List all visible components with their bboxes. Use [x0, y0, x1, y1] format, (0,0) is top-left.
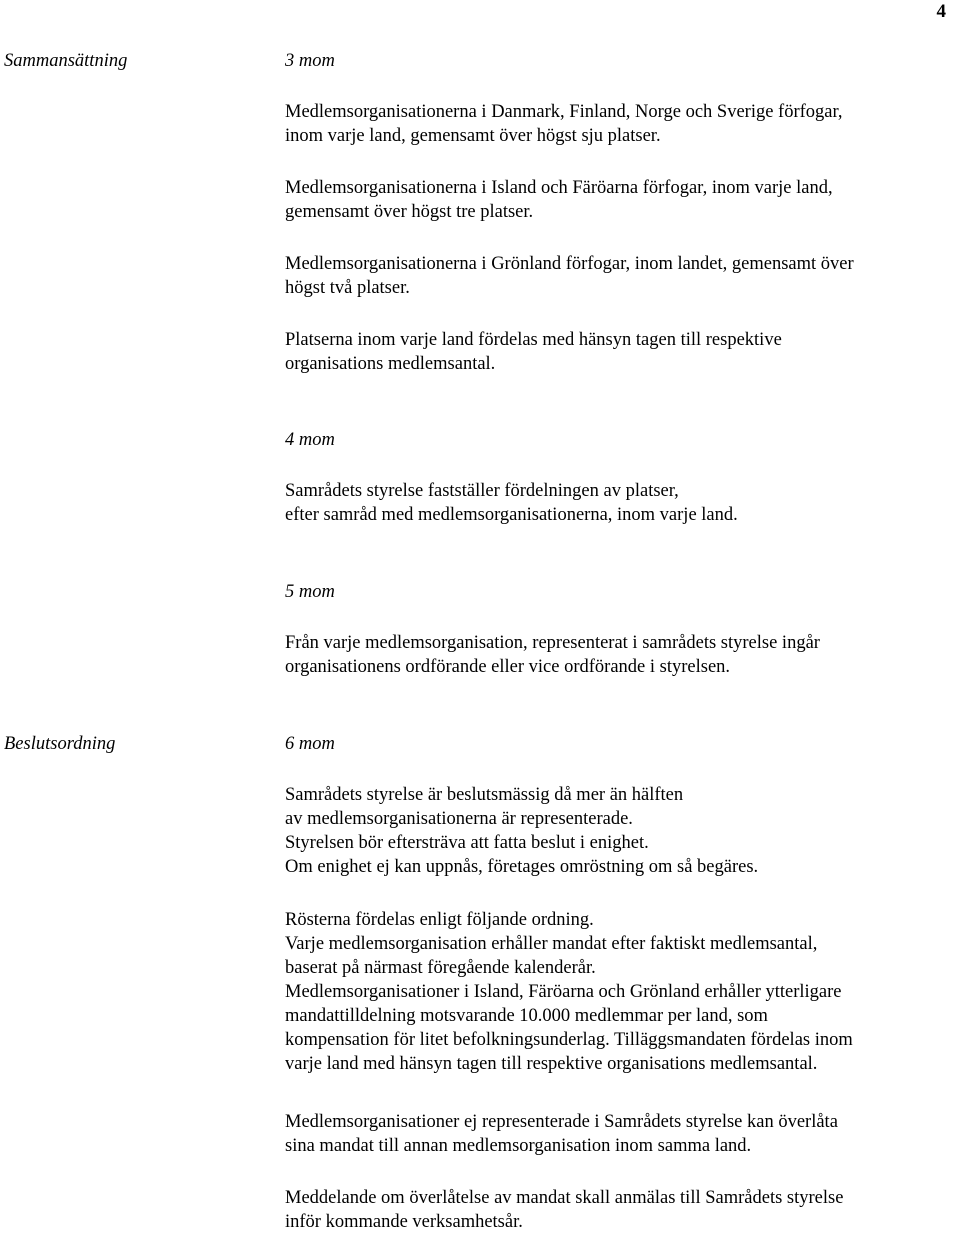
section-label-sammansattning: Sammansättning: [4, 51, 128, 71]
paragraph-line: Varje medlemsorganisation erhåller mandat efter faktiskt medlemsantal,: [285, 934, 818, 954]
paragraph-10: [285, 1186, 955, 1234]
paragraph-line: varje land med hänsyn tagen till respektive organisations medlemsantal.: [285, 1054, 818, 1074]
paragraph-line: Samrådets styrelse är beslutsmässig då mer än hälften: [285, 785, 684, 805]
paragraph-line: Medlemsorganisationer ej representerade i Samrådets styrelse kan överlåta: [285, 1112, 838, 1132]
mom-4-heading: 4 mom: [285, 430, 335, 450]
page-number: 4: [936, 1, 946, 22]
paragraph-line: Platserna inom varje land fördelas med hänsyn tagen till respektive: [285, 330, 782, 350]
paragraph-line: organisationens ordförande eller vice ordförande i styrelsen.: [285, 657, 731, 677]
paragraph-line: Samrådets styrelse fastställer fördelningen av platser,: [285, 481, 679, 501]
paragraph-line: av medlemsorganisationerna är representerade.: [285, 809, 633, 829]
paragraph-line: sina mandat till annan medlemsorganisation inom samma land.: [285, 1136, 752, 1156]
paragraph-1: [285, 100, 955, 148]
section-label-beslutsordning: Beslutsordning: [4, 734, 116, 754]
paragraph-3: [285, 252, 955, 300]
paragraph-line: Medlemsorganisationerna i Island och Färöarna förfogar, inom varje land,: [285, 178, 833, 198]
paragraph-line: kompensation för litet befolkningsunderlag. Tilläggsmandaten fördelas inom: [285, 1030, 853, 1050]
paragraph-line: Om enighet ej kan uppnås, företages omröstning om så begäres.: [285, 857, 759, 877]
mom-3-heading: 3 mom: [285, 51, 335, 71]
paragraph-9: [285, 1110, 955, 1158]
paragraph-line: Medlemsorganisationerna i Grönland förfogar, inom landet, gemensamt över: [285, 254, 854, 274]
paragraph-line: efter samråd med medlemsorganisationerna, inom varje land.: [285, 505, 738, 525]
paragraph-2: [285, 176, 955, 224]
paragraph-line: Medlemsorganisationer i Island, Färöarna och Grönland erhåller ytterligare: [285, 982, 842, 1002]
paragraph-line: inför kommande verksamhetsår.: [285, 1212, 523, 1232]
paragraph-8: [285, 908, 955, 1076]
paragraph-line: mandattilldelning motsvarande 10.000 medlemmar per land, som: [285, 1006, 768, 1026]
paragraph-line: organisations medlemsantal.: [285, 354, 496, 374]
paragraph-line: baserat på närmast föregående kalenderår.: [285, 958, 596, 978]
paragraph-line: Meddelande om överlåtelse av mandat skall anmälas till Samrådets styrelse: [285, 1188, 844, 1208]
mom-6-heading: 6 mom: [285, 734, 335, 754]
paragraph-line: Medlemsorganisationerna i Danmark, Finland, Norge och Sverige förfogar,: [285, 102, 843, 122]
paragraph-4: [285, 328, 955, 376]
paragraph-line: gemensamt över högst tre platser.: [285, 202, 534, 222]
paragraph-5: [285, 479, 955, 527]
paragraph-line: Rösterna fördelas enligt följande ordning.: [285, 910, 594, 930]
paragraph-line: Styrelsen bör eftersträva att fatta beslut i enighet.: [285, 833, 649, 853]
mom-5-heading: 5 mom: [285, 582, 335, 602]
paragraph-7: [285, 783, 955, 879]
paragraph-line: inom varje land, gemensamt över högst sju platser.: [285, 126, 661, 146]
paragraph-line: högst två platser.: [285, 278, 410, 298]
paragraph-6: [285, 631, 955, 679]
paragraph-line: Från varje medlemsorganisation, representerat i samrådets styrelse ingår: [285, 633, 820, 653]
